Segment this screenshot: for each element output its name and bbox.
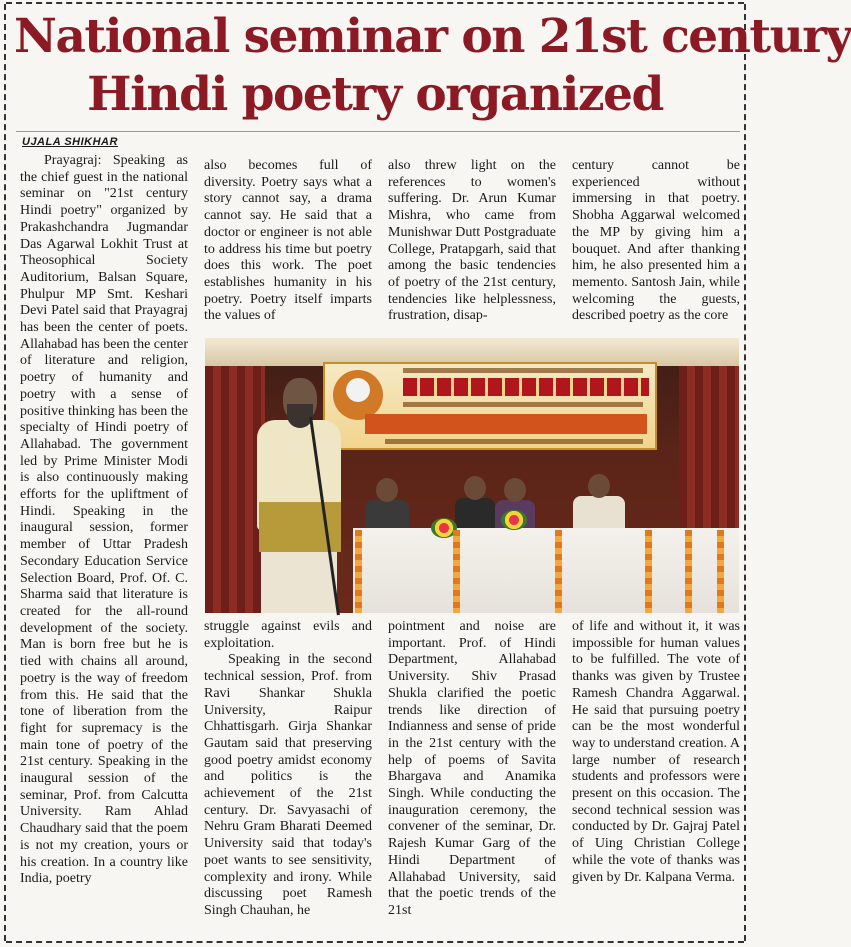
garland xyxy=(717,530,724,613)
frame-left-border xyxy=(4,4,6,941)
banner-text-line xyxy=(385,439,643,444)
flower-bouquet xyxy=(501,510,527,530)
column-1-text: Prayagraj: Speaking as the chief guest in the national seminar on "21st century Hindi poetry" organized by Prakashchandra Jugmandar Das Agarwal Lokhit Trust at Theosophical Society Auditorium, Balsan Square, Phulpur MP Smt. Keshari Devi Patel said that Prayagraj has been the center of poets. Allahabad has been the center of literature and religion, poetry of humanity and poetry with a sense of positive thinking has been the specialty of Hindi poetry of Allahabad. The government led by Prime Minister Modi is also continuously making efforts for the upliftment of Hindi. Speaking in the inaugural session, former member of Uttar Pradesh Secondary Education Service Selection Board, Prof. Of. C. Sharma said that literature is created for the all-round development of the society. Man is born free but he is tied with chains all around, poetry is the way of freedom from this. He said that the tone of liberation from the fight for supremacy is the main tone of poetry of the 21st century. Speaking in the inaugural session of the seminar, Prof. from Calcutta University. Ram Ahlad Chaudhary said that the poem is not my creation, yours or his creation. In a country like India, poetry xyxy=(20,153,188,887)
garland xyxy=(355,530,362,613)
speaker-legs xyxy=(261,550,337,613)
column-2-top xyxy=(204,158,372,330)
banner-portrait xyxy=(333,370,383,420)
curtain-left xyxy=(205,366,265,613)
stage-table xyxy=(353,528,739,613)
column-3-top-text: also threw light on the references to women's suffering. Dr. Arun Kumar Mishra, who came from Munishwar Dutt Postgraduate College, Pratapgarh, said that among the basic tendencies of poetry of the 21st century, tendencies like helplessness, frustration, disap- xyxy=(388,158,556,324)
headline-rule xyxy=(16,131,740,132)
column-3-bottom-text: pointment and noise are important. Prof. of Hindi Department, Allahabad University. Shiv Prasad Shukla clarified the poetic trends like direction of Indianness and sense of pride in the 21st century with the help of poems of Savita Bhargava and Anamika Singh. While conducting the inauguration ceremony, the convener of the seminar, Dr. Rajesh Kumar Garg of the Hindi Department of Allahabad University, said that the poetic trends of the 21st xyxy=(388,619,556,918)
column-2-bottom-text-a: struggle against evils and exploitation. xyxy=(204,619,372,651)
column-3-top xyxy=(388,158,556,330)
headline-line-2: Hindi poetry organized xyxy=(87,67,663,122)
seated-guest xyxy=(455,498,495,530)
column-2-bottom xyxy=(204,619,372,935)
column-4-top xyxy=(572,158,740,330)
column-2-bottom-text-b: Speaking in the second technical session, Prof. from Ravi Shankar Shukla University, Raipur Chhattisgarh. Girja Shankar Gautam said that preserving good poetry amidst economy and politics is the achievement of the 21st century. Dr. Savyasachi of Nehru Gram Bharati Deemed University said that today's poet wants to see sensitivity, complexity and irony. While discussing poet Ramesh Singh Chauhan, he xyxy=(204,652,372,918)
garland xyxy=(453,530,460,613)
column-4-bottom-text: of life and without it, it was impossible for human values to be fulfilled. The vote of thanks was given by Trustee Ramesh Chandra Aggarwal. He said that pursuing poetry can be the most wonderful way to understand creation. A large number of research students and professors were present on this occasion. The second technical session was conducted by Dr. Gajraj Patel of Uing Christian College while the vote of thanks was given by Dr. Kalpana Verma. xyxy=(572,619,740,885)
column-2-top-text: also becomes full of diversity. Poetry says what a story cannot say, a drama cannot say. He said that a doctor or engineer is not able to address his time but poetry does this work. The poet establishes humanity in his poetry. Poetry itself imparts the values of xyxy=(204,158,372,324)
column-3-bottom xyxy=(388,619,556,935)
banner-strip xyxy=(365,414,647,434)
column-4-bottom xyxy=(572,619,740,935)
seminar-photo xyxy=(205,338,739,613)
stage-banner xyxy=(323,362,657,450)
seated-guest xyxy=(365,500,409,530)
banner-text-line xyxy=(403,368,643,373)
banner-text-line xyxy=(403,402,643,407)
garland xyxy=(555,530,562,613)
seated-guest xyxy=(573,496,625,530)
frame-top-border xyxy=(6,2,744,4)
garland xyxy=(685,530,692,613)
frame-bottom-border xyxy=(6,941,744,943)
banner-title xyxy=(403,378,649,396)
column-1 xyxy=(20,153,188,933)
frame-right-border xyxy=(744,4,746,941)
column-4-top-text: century cannot be experienced without immersing in that poetry. Shobha Aggarwal welcomed the MP by giving him a bouquet. And after thanking him, he also presented him a memento. Santosh Jain, while welcoming the guests, described poetry as the core xyxy=(572,158,740,324)
garland xyxy=(645,530,652,613)
byline: UJALA SHIKHAR xyxy=(22,136,118,148)
headline-line-1: National seminar on 21st century xyxy=(14,9,851,64)
headline xyxy=(14,8,851,124)
